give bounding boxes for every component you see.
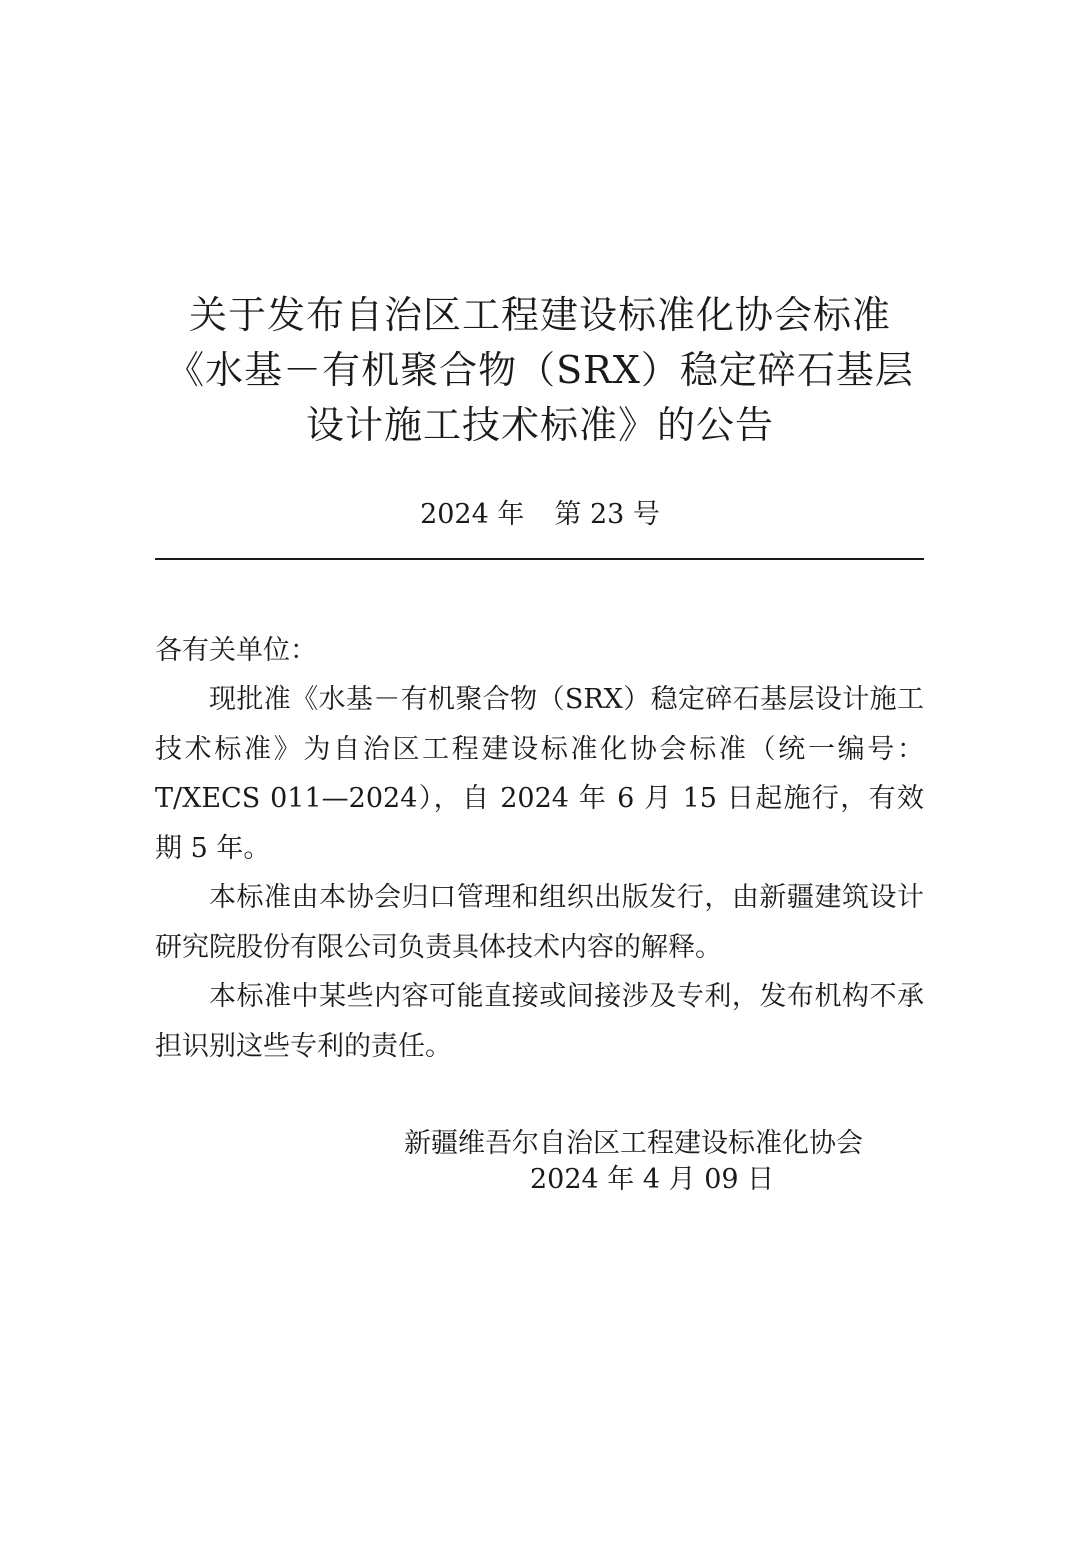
announcement-title-line-1: 关于发布自治区工程建设标准化协会标准 [188,293,891,337]
document-number [0,501,1080,528]
announcement-title-line-3: 设计施工技术标准》的公告 [305,403,774,447]
body-paragraph-management: 本标准由本协会归口管理和组织出版发行，由新疆建筑设计研究院股份有限公司负责具体技术内容的解释。 [155,882,924,963]
announcement-title-line-2: 《水基－有机聚合物（SRX）稳定碎石基层 [166,348,914,392]
header-divider [155,558,924,560]
document-year: 2024 年 [420,499,525,530]
signature-organization: 新疆维吾尔自治区工程建设标准化协会 [404,1128,863,1159]
body-paragraph-approval: 现批准《水基－有机聚合物（SRX）稳定碎石基层设计施工技术标准》为自治区工程建设标准化协会标准（统一编号：T/XECS 011—2024），自 2024 年 6 月 15 日起施行，有效期 5 年。 [155,684,924,864]
signature-date: 2024 年 4 月 09 日 [530,1164,775,1195]
document-issue-number: 第 23 号 [554,499,660,530]
body-paragraph-patent: 本标准中某些内容可能直接或间接涉及专利，发布机构不承担识别这些专利的责任。 [155,981,924,1062]
addressee: 各有关单位： [155,635,317,666]
